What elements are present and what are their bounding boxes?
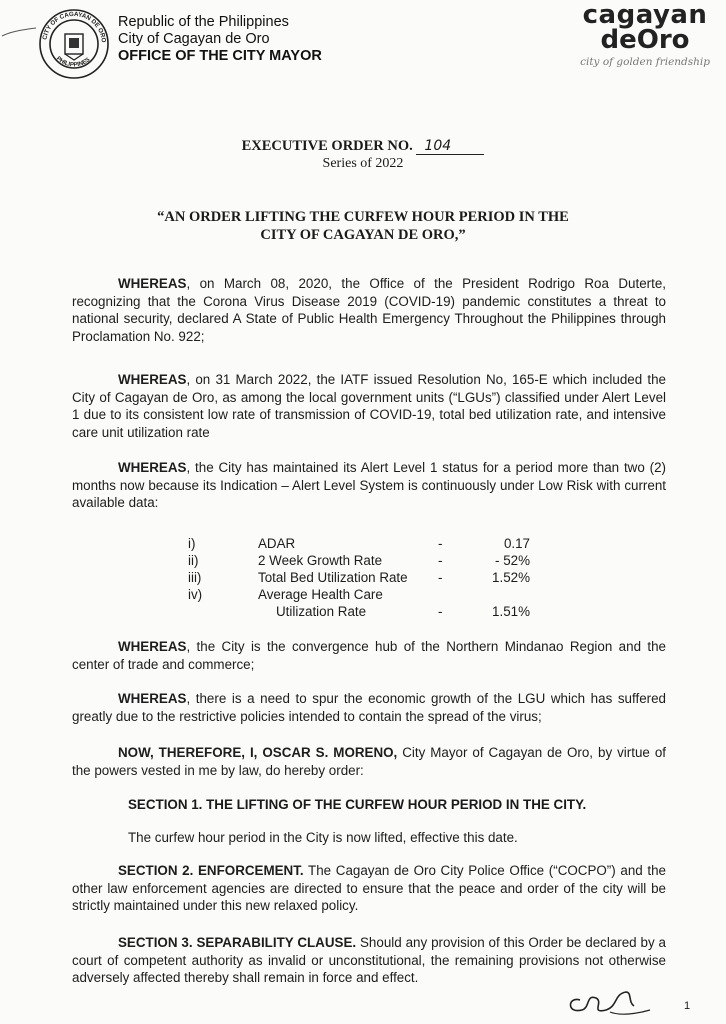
order-title-line1: “AN ORDER LIFTING THE CURFEW HOUR PERIOD IN THE	[157, 209, 569, 225]
data-row	[188, 604, 548, 622]
letterhead	[118, 14, 322, 65]
data-row-number: iv)	[188, 587, 203, 602]
letterhead-office: OFFICE OF THE CITY MAYOR	[118, 48, 322, 64]
brand-tagline: city of golden friendship	[580, 56, 710, 68]
section-1-heading: SECTION 1. THE LIFTING OF THE CURFEW HOUR PERIOD IN THE CITY.	[128, 797, 587, 812]
section-1-text: The curfew hour period in the City is now lifted, effective this date.	[128, 830, 518, 845]
letterhead-republic: Republic of the Philippines	[118, 14, 289, 30]
data-row-value: - 52%	[495, 553, 530, 568]
whereas-clause-2: WHEREAS, on 31 March 2022, the IATF issued Resolution No, 165-E which included the City of Cagayan de Oro, as among the local government units (“LGUs”) classified under Alert Level 1 due to its consistent low rate of transmission of COVID-19, total bed utilization rate, and intensive care unit utilization rate	[72, 372, 666, 440]
data-row	[188, 536, 548, 554]
signature-initials-icon	[560, 980, 670, 1020]
data-row-label: Total Bed Utilization Rate	[258, 570, 408, 585]
data-row	[188, 553, 548, 571]
brand-line-cagayan: cagayan	[582, 0, 708, 30]
now-therefore-clause: NOW, THEREFORE, I, OSCAR S. MORENO, City Mayor of Cagayan de Oro, by virtue of the powers vested in me by law, do hereby order:	[72, 745, 666, 778]
order-title	[60, 208, 666, 244]
brand-line-deoro: deOro	[600, 25, 690, 55]
city-seal-icon	[38, 8, 110, 80]
whereas-clause-1: WHEREAS, on March 08, 2020, the Office of the President Rodrigo Roa Duterte, recognizing that the Corona Virus Disease 2019 (COVID-19) pandemic constitutes a threat to national security, declared A State of Public Health Emergency Throughout the Philippines through Proclamation No. 922;	[72, 276, 666, 344]
data-row-label: ADAR	[258, 536, 296, 551]
data-row	[188, 570, 548, 588]
data-row-dash: -	[438, 536, 443, 551]
city-brand-logo	[580, 2, 710, 68]
data-row-value: 1.51%	[492, 604, 530, 619]
data-row-dash: -	[438, 553, 443, 568]
data-row-value: 1.52%	[492, 570, 530, 585]
data-row-number: iii)	[188, 570, 202, 585]
svg-text:CITY OF CAGAYAN DE ORO: CITY OF CAGAYAN DE ORO	[41, 10, 108, 43]
executive-order-title	[0, 138, 726, 155]
eo-number: 104	[416, 138, 484, 155]
data-row-value: 0.17	[503, 536, 530, 551]
svg-text:PHILIPPINES: PHILIPPINES	[54, 55, 92, 69]
section-2-clause: SECTION 2. ENFORCEMENT. The Cagayan de Oro City Police Office (“COCPO”) and the other law enforcement agencies are directed to ensure that the peace and order of the city will be strictly maintained under this new relaxed policy.	[72, 863, 666, 913]
data-row-label: Average Health Care	[258, 587, 383, 602]
eo-series: Series of 2022	[322, 156, 404, 171]
data-row-dash: -	[438, 604, 443, 619]
eo-label: EXECUTIVE ORDER NO.	[241, 138, 413, 154]
order-title-line2: CITY OF CAGAYAN DE ORO,”	[260, 227, 466, 243]
page-number: 1	[684, 1000, 691, 1012]
data-row-label: Utilization Rate	[276, 604, 367, 619]
data-row-label: 2 Week Growth Rate	[258, 553, 383, 568]
whereas-clause-4: WHEREAS, the City is the convergence hub of the Northern Mindanao Region and the center of trade and commerce;	[72, 639, 666, 672]
whereas-clause-3: WHEREAS, the City has maintained its Alert Level 1 status for a period more than two (2) months now because its Indication – Alert Level System is continuously under Low Risk with current available data:	[72, 460, 666, 510]
data-row	[188, 587, 548, 605]
data-row-number: i)	[188, 536, 196, 551]
whereas-clause-5: WHEREAS, there is a need to spur the economic growth of the LGU which has suffered greatly due to the restrictive policies intended to contain the spread of the virus;	[72, 691, 666, 724]
section-3-clause: SECTION 3. SEPARABILITY CLAUSE. Should any provision of this Order be declared by a court of competent authority as invalid or unconstitutional, the remaining provisions not otherwise adversely affected thereby shall remain in force and effect.	[72, 935, 666, 985]
letterhead-city: City of Cagayan de Oro	[118, 31, 270, 47]
data-row-dash: -	[438, 570, 443, 585]
margin-scribble	[0, 22, 40, 42]
data-row-number: ii)	[188, 553, 199, 568]
